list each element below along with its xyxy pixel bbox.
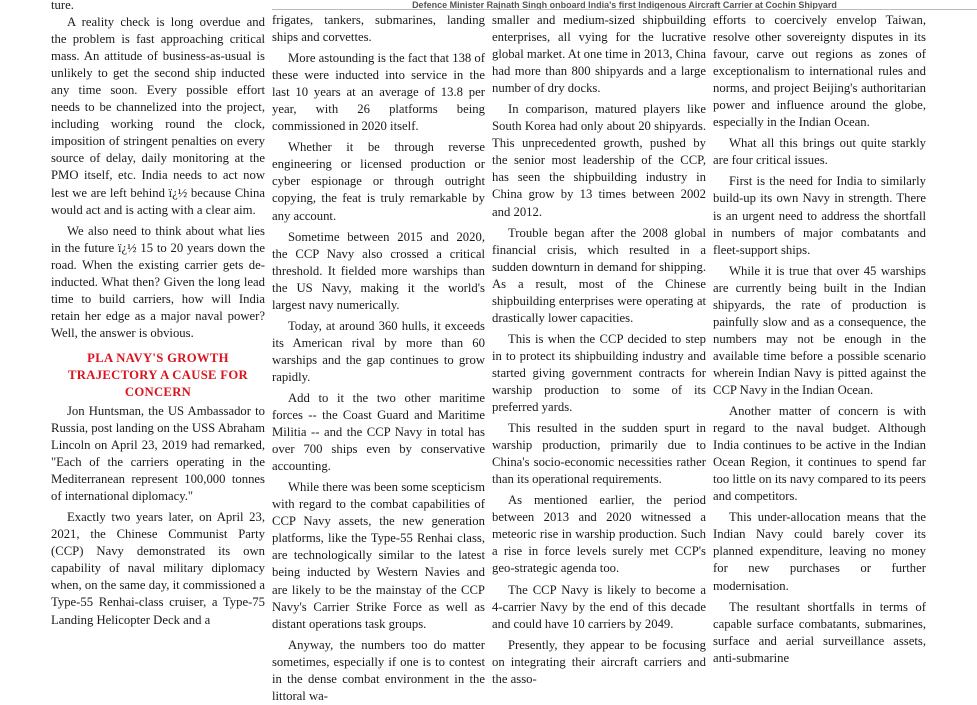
paragraph: Presently, they appear to be focusing on integrating their aircraft carriers and the asso- [492, 637, 706, 686]
paragraph: frigates, tankers, submarines, landing ships and corvettes. [272, 13, 485, 45]
paragraph: Whether it be through reverse engineering or licensed production or cyber espionage or through outright copying, the feat is truly remarkable by any account. [272, 140, 485, 223]
paragraph: As mentioned earlier, the period between 2013 and 2020 witnessed a meteoric rise in warship production. Such a rise in force levels surely met CCP's geo-strategic agenda too. [492, 493, 706, 576]
paragraph: Another matter of concern is with regard to the naval budget. Although India continues to be active in the Indian Ocean Region, it continues to spend far too little on its navy compared to its peers and competitors. [713, 404, 926, 504]
paragraph: In comparison, matured players like South Korea had only about 20 shipyards. This unprecedented growth, pushed by the senior most leadership of the CCP, has seen the shipbuilding industry in China grow by 13 times between 2002 and 2012. [492, 102, 706, 219]
section-subheading: PLA NAVY'S GROWTH TRAJECTORY A CAUSE FOR CONCERN [68, 350, 248, 399]
article-column-2 [272, 12, 485, 703]
paragraph: While it is true that over 45 warships are currently being built in the Indian shipyards, the rate of production is painfully slow and as a consequence, the numbers may not be enough in the available time before a possible scenario wherein Indian Navy is pitted against the CCP Navy in the Indian Ocean. [713, 263, 926, 397]
paragraph: This under-allocation means that the Indian Navy could barely cover its planned expenditure, leaving no money for new purchases or further modernisation. [713, 510, 926, 593]
photo-caption: Defence Minister Rajnath Singh onboard India's first Indigenous Aircraft Carrier at Cochin Shipyard [272, 0, 977, 10]
paragraph: We also need to think about what lies in the future ï¿½ 15 to 20 years down the road. When the existing carrier gets de-inducted. What then? Given the long lead time to build carriers, how will India retain her edge as a major naval power? Well, the answer is obvious. [51, 223, 265, 340]
paragraph: While there was been some scepticism with regard to the combat capabilities of CCP Navy assets, the new generation platforms, like the Type-55 Renhai class, are technologically similar to the latest being inducted by Western Navies and are likely to be the mainstay of the CCP Navy's Carrier Strike Force as well as distant operations task groups. [272, 480, 485, 631]
article-column-4 [713, 12, 926, 665]
paragraph: efforts to coercively envelop Taiwan, resolve other sovereignty disputes in its favour, carve out regions as zones of exceptionalism to international rules and norms, and project Beijing's authoritarian power and influence around the globe, especially in the Indian Ocean. [713, 13, 926, 130]
paragraph: Exactly two years later, on April 23, 2021, the Chinese Communist Party (CCP) Navy demonstrated its own capability of naval military diplomacy when, on the same day, it commissioned a Type-55 Renhai-class cruiser, a Type-75 Landing Helicopter Deck and a [51, 510, 265, 627]
paragraph: The resultant shortfalls in terms of capable surface combatants, submarines, surface and aerial surveillance assets, anti-submarine [713, 599, 926, 665]
paragraph: Today, at around 360 hulls, it exceeds its American rival by more than 60 warships and the gap continues to grow rapidly. [272, 318, 485, 384]
paragraph: This is when the CCP decided to step in to protect its shipbuilding industry and started giving government contracts for warship production to some of its preferred yards. [492, 331, 706, 415]
paragraph: Anyway, the numbers too do matter sometimes, especially if one is to contest in the dense combat environment in the littoral wa- [272, 637, 485, 703]
article-column-1 [51, 0, 265, 627]
paragraph: More astounding is the fact that 138 of these were inducted into service in the last 10 years at an average of 13.8 per year, with 26 platforms being commissioned in 2020 itself. [272, 51, 485, 134]
paragraph: ture. [51, 0, 74, 12]
paragraph: Trouble began after the 2008 global financial crisis, which resulted in a sudden downturn in demand for shipping. As a result, most of the Chinese shipbuilding enterprises were operating at drastically lower capacities. [492, 225, 706, 325]
paragraph: Add to it the two other maritime forces -- the Coast Guard and Maritime Militia -- and the CCP Navy in total has over 700 ships even by conservative accounting. [272, 390, 485, 474]
paragraph: A reality check is long overdue and the problem is fast approaching critical mass. An attitude of business-as-usual is unlikely to get the second ship inducted any time soon. Every possible effort needs to be channelized into the project, including working round the clock, imposition of stringent penalties on every source of delay, daily monitoring at the PMO itself, etc. India needs to act now lest we are left behind ï¿½ because China would act and is acting with a clear aim. [51, 15, 265, 217]
paragraph: Sometime between 2015 and 2020, the CCP Navy also crossed a critical threshold. It fielded more warships than the US Navy, making it the world's largest navy numerically. [272, 229, 485, 312]
article-column-3 [492, 12, 706, 686]
paragraph: smaller and medium-sized shipbuilding enterprises, all vying for the lucrative global market. At one time in 2013, China had more than 800 shipyards and a large number of dry docks. [492, 13, 706, 96]
paragraph: What all this brings out quite starkly are four critical issues. [713, 136, 926, 168]
paragraph: This resulted in the sudden spurt in warship production, primarily due to China's socio-economic necessities rather than its operational requirements. [492, 421, 706, 487]
paragraph: The CCP Navy is likely to become a 4-carrier Navy by the end of this decade and could have 10 carriers by 2049. [492, 582, 706, 631]
paragraph: Jon Huntsman, the US Ambassador to Russia, post landing on the USS Abraham Lincoln on April 23, 2019 had remarked, "Each of the carriers operating in the Mediterranean represent 100,000 tonnes of international diplomacy." [51, 403, 265, 504]
paragraph: First is the need for India to similarly build-up its own Navy in strength. There is an urgent need to address the shortfall in numbers of major combatants and fleet-support ships. [713, 174, 926, 257]
